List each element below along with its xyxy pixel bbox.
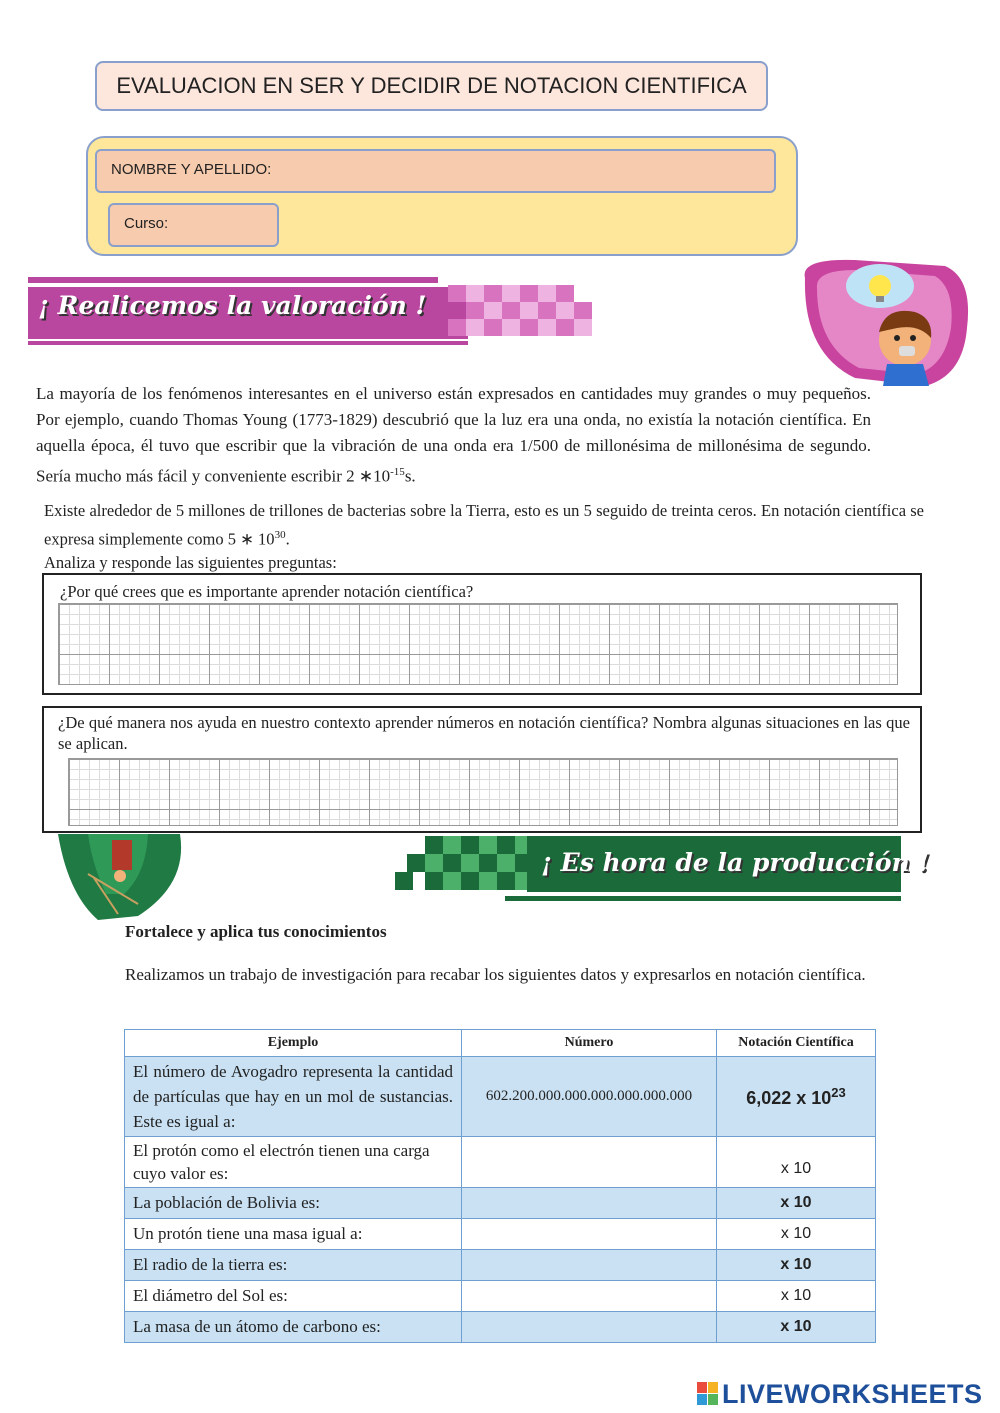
row-notation-input[interactable]: x 10 [717, 1137, 876, 1188]
intro-paragraph-1-end: s. [404, 466, 416, 486]
table-header-row [125, 1030, 876, 1057]
course-field[interactable]: Curso: [108, 203, 279, 247]
liveworksheets-brand [697, 1378, 983, 1410]
table-row [125, 1250, 876, 1281]
table-row [125, 1057, 876, 1137]
production-heading: Fortalece y aplica tus conocimientos [125, 922, 387, 941]
name-field[interactable]: NOMBRE Y APELLIDO: [95, 149, 776, 193]
table-row [125, 1188, 876, 1219]
row-notation [717, 1057, 876, 1137]
question-box-2 [42, 706, 922, 833]
row-number-input[interactable] [462, 1312, 717, 1343]
row-number-input[interactable] [462, 1250, 717, 1281]
intro-paragraph-2-exponent: 30 [274, 529, 286, 541]
table-row [125, 1312, 876, 1343]
checker-pattern-green [395, 836, 545, 892]
row-number-input[interactable] [462, 1188, 717, 1219]
row-example: La masa de un átomo de carbono es: [125, 1312, 462, 1343]
row-number-input[interactable] [462, 1281, 717, 1312]
production-text: Realizamos un trabajo de investigación para recabar los siguientes datos y expresarlos en notación científica. [125, 965, 866, 984]
page-title: EVALUACION EN SER Y DECIDIR DE NOTACION CIENTIFICA [95, 61, 768, 111]
banner-produccion-text: ¡ Es hora de la producción ! [541, 848, 930, 877]
banner-valoracion-text: ¡ Realicemos la valoración ! [38, 291, 427, 320]
answer-area-1[interactable] [58, 603, 898, 685]
data-table [124, 1029, 876, 1343]
intro-paragraph-1 [36, 381, 871, 490]
row-number: 602.200.000.000.000.000.000.000 [462, 1057, 717, 1137]
row-example: El radio de la tierra es: [125, 1250, 462, 1281]
row-example: Un protón tiene una masa igual a: [125, 1219, 462, 1250]
row-notation-exponent: 23 [831, 1084, 846, 1100]
question-2-text: ¿De qué manera nos ayuda en nuestro contexto aprender números en notación científica? Nombra algunas situaciones en las que se aplican. [58, 713, 910, 753]
intro-paragraph-1-exponent: -15 [390, 466, 405, 478]
header-ejemplo: Ejemplo [125, 1030, 462, 1057]
intro-paragraph-2 [44, 499, 924, 552]
row-example: La población de Bolivia es: [125, 1188, 462, 1219]
table-row [125, 1137, 876, 1188]
question-1-text: ¿Por qué crees que es importante aprender notación científica? [60, 582, 474, 601]
intro-paragraph-2-text: Existe alrededor de 5 millones de trillones de bacterias sobre la Tierra, esto es un 5 seguido de treinta ceros. En notación científica se expresa simplemente como 5 ∗ 10 [44, 501, 924, 549]
banner-valoracion [28, 277, 593, 347]
row-notation-input[interactable]: x 10 [717, 1250, 876, 1281]
weaver-illustration [28, 834, 188, 920]
intro-paragraph-2-end: . [285, 529, 290, 549]
header-notacion: Notación Científica [717, 1030, 876, 1057]
row-example: El diámetro del Sol es: [125, 1281, 462, 1312]
question-box-1 [42, 573, 922, 695]
liveworksheets-text: LIVEWORKSHEETS [722, 1378, 983, 1409]
row-notation-input[interactable]: x 10 [717, 1312, 876, 1343]
lightbulb-icon [869, 275, 891, 297]
banner-produccion [395, 836, 930, 904]
row-number-input[interactable] [462, 1219, 717, 1250]
row-notation-input[interactable]: x 10 [717, 1188, 876, 1219]
row-notation-base: 6,022 x 10 [746, 1087, 832, 1108]
intro-paragraph-1-text: La mayoría de los fenómenos interesantes en el universo están expresados en cantidades muy grandes o muy pequeños. Por ejemplo, cuando Thomas Young (1773-1829) descubrió que la luz era una onda, no existía la notación científica. En aquella época, él tuvo que escribir que la vibración de una onda era 1/500 de millonésima de millonésima de segundo. Sería mucho más fácil y conveniente escribir 2 ∗10 [36, 384, 871, 486]
row-notation-input[interactable]: x 10 [717, 1281, 876, 1312]
answer-area-2[interactable] [68, 758, 898, 826]
thinking-boy-illustration [795, 258, 973, 390]
checker-pattern [448, 285, 593, 337]
instruction-text: Analiza y responde las siguientes preguntas: [44, 553, 337, 572]
liveworksheets-logo-icon [697, 1382, 719, 1406]
row-notation-input[interactable]: x 10 [717, 1219, 876, 1250]
row-example: El protón como el electrón tienen una carga cuyo valor es: [125, 1137, 462, 1188]
table-row [125, 1219, 876, 1250]
row-number-input[interactable] [462, 1137, 717, 1188]
header-numero: Número [462, 1030, 717, 1057]
row-example: El número de Avogadro representa la cantidad de partículas que hay en un mol de sustancias. Este es igual a: [125, 1057, 462, 1137]
table-row [125, 1281, 876, 1312]
